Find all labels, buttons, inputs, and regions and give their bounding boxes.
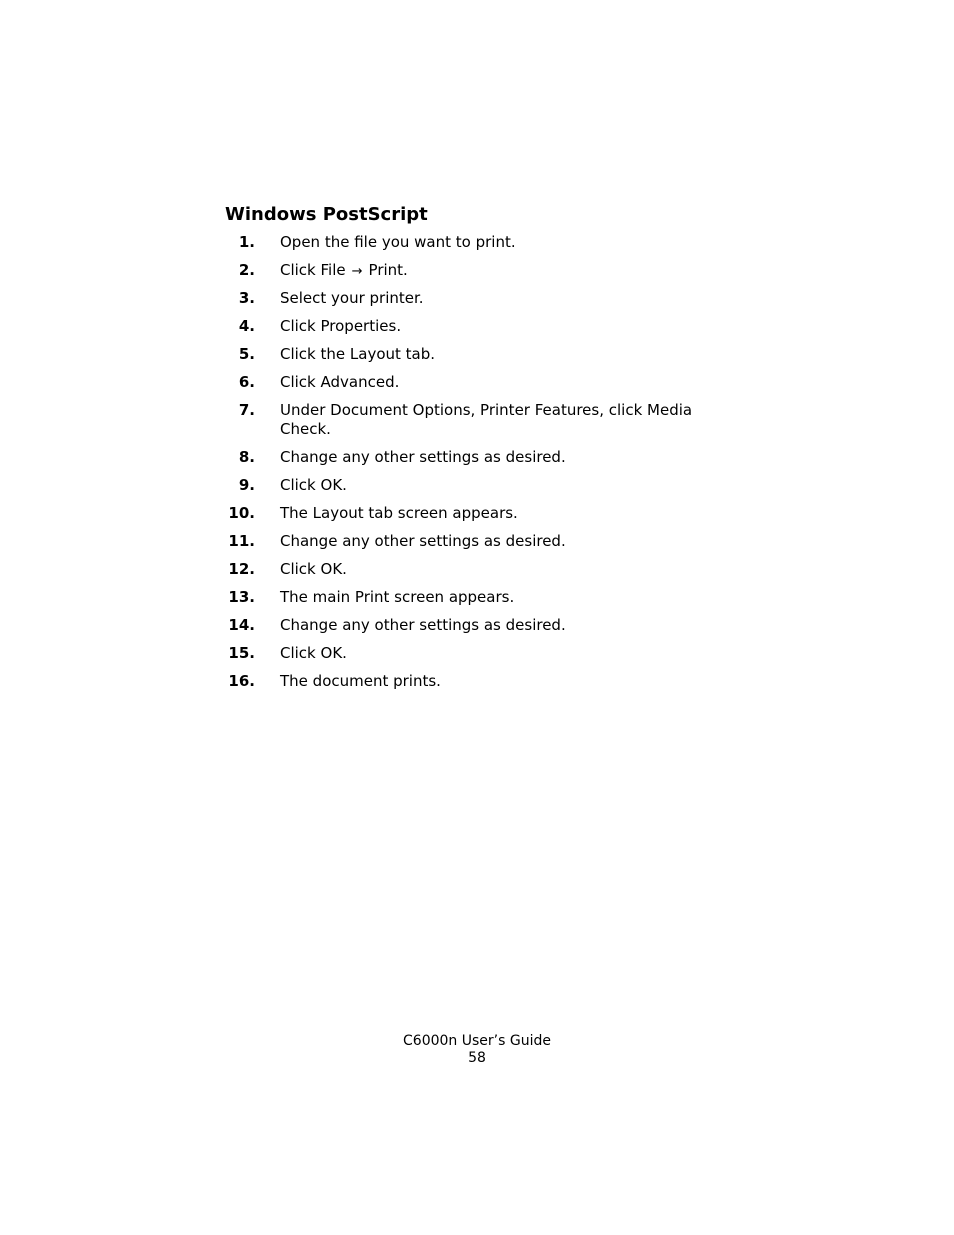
- footer-guide-title: C6000n User’s Guide: [403, 1033, 551, 1049]
- step-text: The Layout tab screen appears.: [280, 504, 518, 522]
- step-text: Select your printer.: [280, 289, 424, 307]
- step-text: The main Print screen appears.: [280, 588, 515, 606]
- step-text: Click Advanced.: [280, 373, 400, 391]
- step-text-before: Click File: [280, 261, 346, 279]
- step-number: 3.: [238, 289, 255, 307]
- step-number: 6.: [238, 373, 255, 391]
- step-number: 14.: [228, 616, 255, 634]
- step-number: 10.: [228, 504, 255, 522]
- right-arrow-icon: →: [351, 264, 363, 279]
- step-number: 1.: [238, 233, 255, 251]
- step-number: 5.: [238, 345, 255, 363]
- step-text-after: Print.: [368, 261, 408, 279]
- footer-page-number: 58: [468, 1050, 486, 1066]
- step-text: [280, 261, 720, 281]
- step-text: Click the Layout tab.: [280, 345, 436, 363]
- step-number: 12.: [228, 560, 255, 578]
- step-text: The document prints.: [280, 672, 441, 690]
- step-number: 9.: [238, 476, 255, 494]
- step-text: Change any other settings as desired.: [280, 532, 566, 550]
- step-number: 13.: [228, 588, 255, 606]
- step-text: Change any other settings as desired.: [280, 448, 566, 466]
- step-text: Click OK.: [280, 644, 347, 662]
- step-number: 7.: [238, 401, 255, 419]
- section-heading: Windows PostScript: [225, 204, 428, 225]
- step-text: Under Document Options, Printer Features, click Media Check.: [280, 401, 693, 438]
- step-number: 4.: [238, 317, 255, 335]
- step-text: Open the file you want to print.: [280, 233, 516, 251]
- step-text: Click OK.: [280, 560, 347, 578]
- step-number: 2.: [238, 261, 255, 279]
- step-number: 8.: [238, 448, 255, 466]
- step-text: Click Properties.: [280, 317, 402, 335]
- step-number: 15.: [228, 644, 255, 662]
- step-text: Change any other settings as desired.: [280, 616, 566, 634]
- step-text: Click OK.: [280, 476, 347, 494]
- step-number: 11.: [228, 532, 255, 550]
- step-number: 16.: [228, 672, 255, 690]
